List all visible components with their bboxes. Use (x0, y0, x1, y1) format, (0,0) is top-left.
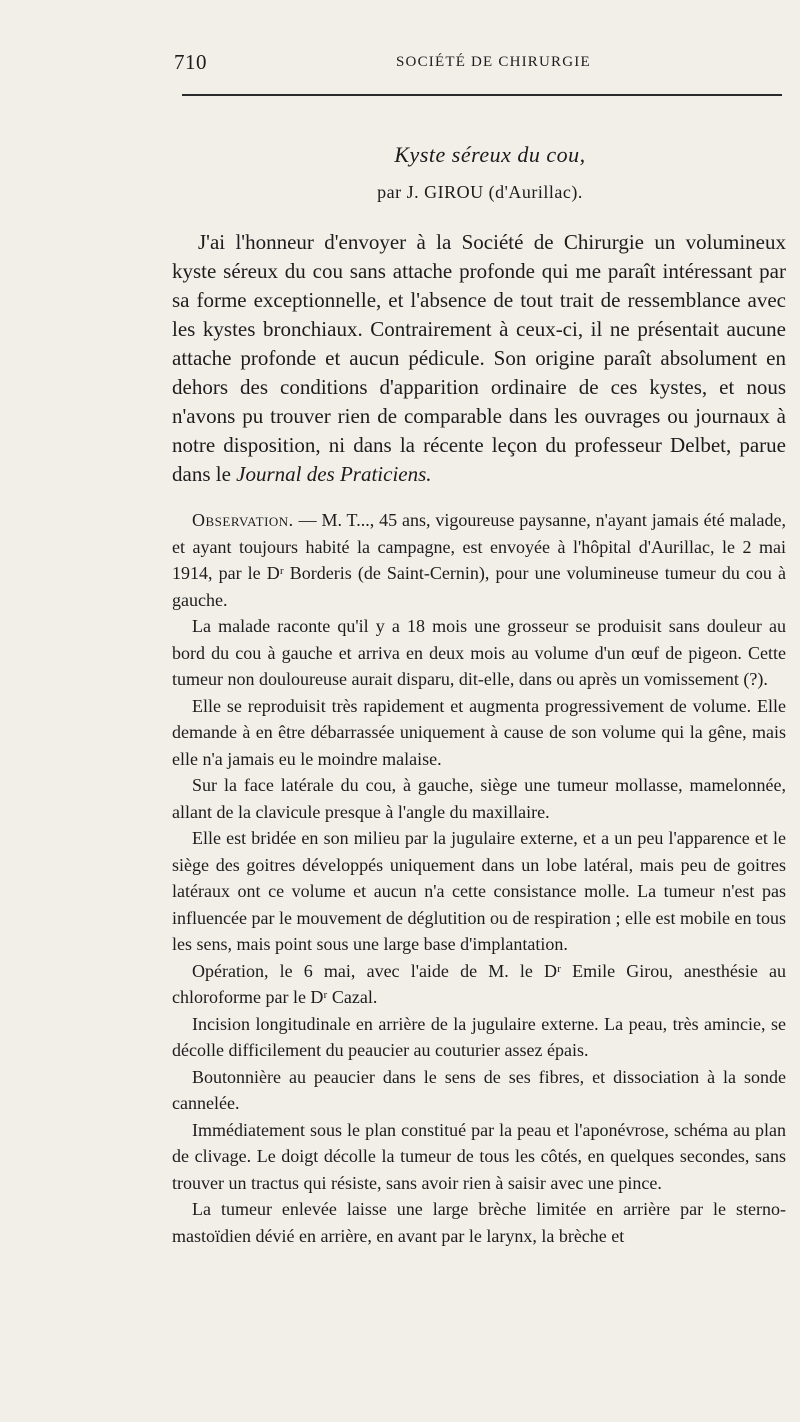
observation-label: Observation. (192, 510, 294, 530)
article-title: Kyste séreux du cou, (394, 142, 586, 167)
body-paragraph: Boutonnière au peaucier dans le sens de ses fibres, et dissociation à la sonde cannelée. (172, 1066, 786, 1113)
header-rule (182, 94, 782, 96)
intro-paragraph (172, 228, 786, 489)
body-paragraph: La malade raconte qu'il y a 18 mois une grosseur se produisit sans douleur au bord du cou à gauche et arriva en deux mois au volume d'un œuf de pigeon. Cette tumeur non douloureuse aurait disparu, dit-elle, dans ou après un vomissement (?). (172, 616, 786, 689)
page-header (174, 50, 786, 78)
journal-title: Journal des Praticiens. (236, 462, 432, 486)
observation-section (172, 507, 786, 1249)
running-head: SOCIÉTÉ DE CHIRURGIE (396, 54, 591, 70)
intro-text: J'ai l'honneur d'envoyer à la Société de Chirurgie un volumineux kyste séreux du cou sans attache profonde qui me paraît intéressant par sa forme exceptionnelle, et l'absence de tout trait de ressemblance avec les kystes bronchiaux. Contrairement à ceux-ci, il ne présentait aucune attache profonde et aucun pédicule. Son origine paraît absolument en dehors des conditions d'apparition ordinaire de ces kystes, et nous n'avons pu trouver rien de comparable dans les ouvrages ou journaux à notre disposition, ni dans la récente leçon du professeur Delbet, parue dans le (172, 230, 786, 486)
body-paragraph: Sur la face latérale du cou, à gauche, siège une tumeur mollasse, mamelonnée, allant de la clavicule presque à l'angle du maxillaire. (172, 775, 786, 822)
body-paragraph: Incision longitudinale en arrière de la jugulaire externe. La peau, très amincie, se décolle difficilement du peaucier au couturier assez épais. (172, 1013, 786, 1060)
page-number: 710 (174, 50, 207, 74)
intro-section (172, 228, 786, 489)
observation-text: — M. T..., 45 ans, vigoureuse paysanne, n'ayant jamais été malade, et ayant toujours habité la campagne, est envoyée à l'hôpital d'Aurillac, le 2 mai 1914, par le Dʳ Borderis (de Saint-Cernin), pour une volumineuse tumeur du cou à gauche. (172, 510, 786, 610)
body-paragraph: La tumeur enlevée laisse une large brèche limitée en arrière par le sterno-mastoïdien dévié en arrière, en avant par le larynx, la brèche et (172, 1199, 786, 1246)
observation-paragraph (172, 507, 786, 613)
body-paragraph: Opération, le 6 mai, avec l'aide de M. le Dʳ Emile Girou, anesthésie au chloroforme par le Dʳ Cazal. (172, 960, 786, 1007)
article-body (172, 228, 786, 1249)
body-paragraph: Immédiatement sous le plan constitué par la peau et l'aponévrose, schéma au plan de clivage. Le doigt décolle la tumeur de tous les côtés, en quelques secondes, sans trouver un tractus qui résiste, sans avoir rien à saisir avec une pince. (172, 1119, 786, 1193)
article-byline: par J. GIROU (d'Aurillac). (377, 182, 583, 202)
body-paragraph: Elle est bridée en son milieu par la jugulaire externe, et a un peu l'apparence et le siège des goitres développés uniquement dans un lobe latéral, mais peu de goitres latéraux ont ce volume et aucun n'a cette consistance molle. La tumeur n'est pas influencée par le mouvement de déglutition ou de respiration ; elle est mobile en tous les sens, mais point sous une large base d'implantation. (172, 828, 786, 954)
body-paragraph: Elle se reproduisit très rapidement et augmenta progressivement de volume. Elle demande à en être débarrassée uniquement à cause de son volume qui la gêne, mais elle n'a jamais eu le moindre malaise. (172, 695, 786, 769)
